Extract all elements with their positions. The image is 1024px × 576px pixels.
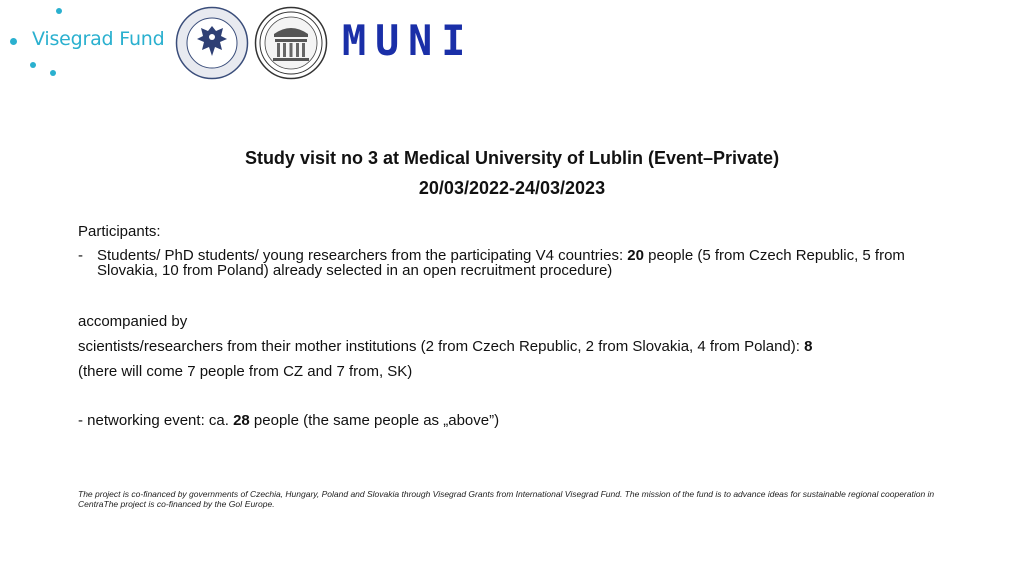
bullet-text-after: people (5 from Czech Republic, 5 from Slovakia, 10 from Poland) already selected in an open recruitment procedure) xyxy=(97,247,905,279)
visegrad-dot xyxy=(56,8,62,14)
funding-footnote: The project is co-financed by governments of Czechia, Hungary, Poland and Slovakia through Visegrad Grants from International Visegrad Fund. The mission of the fund is to advance ideas for sustainable regional cooperation in CentraThe project is co-financed by the GoI Europe. xyxy=(78,489,935,509)
scientists-text: scientists/researchers from their mother institutions (2 from Czech Republic, 2 from Slovakia, 4 from Poland): xyxy=(78,338,805,355)
participants-label: Participants: xyxy=(78,223,161,240)
header-logos xyxy=(0,0,500,90)
networking-count: 28 xyxy=(233,412,250,429)
networking-before: - networking event: ca. xyxy=(78,412,234,429)
visegrad-dot xyxy=(50,70,56,76)
visegrad-dot xyxy=(10,38,17,45)
scientists-count: 8 xyxy=(804,338,813,355)
bullet-text xyxy=(97,248,957,278)
scientists-line xyxy=(78,338,812,356)
accompanied-by-text: accompanied by xyxy=(78,313,188,330)
muni-logo: MUNI xyxy=(342,17,475,66)
medical-university-of-lublin-seal xyxy=(175,6,249,80)
visegrad-dot xyxy=(30,62,36,68)
page-title xyxy=(0,143,1024,203)
networking-after: people (the same people as „above”) xyxy=(249,412,500,429)
students-count: 20 xyxy=(627,247,644,264)
university-building-seal xyxy=(254,6,328,80)
networking-line xyxy=(78,412,499,430)
visegrad-logo-text: Visegrad Fund xyxy=(32,28,165,50)
bullet-dash: - xyxy=(78,247,83,264)
visegrad-fund-logo xyxy=(8,4,168,80)
bullet-text-before: Students/ PhD students/ young researchers from the participating V4 countries: xyxy=(97,247,628,264)
title-date-range: 20/03/2022-24/03/2023 xyxy=(418,178,606,198)
title-line-1: Study visit no 3 at Medical University of Lublin (Event–Private) xyxy=(244,148,780,168)
there-will-come-text: (there will come 7 people from CZ and 7 from, SK) xyxy=(78,363,413,380)
